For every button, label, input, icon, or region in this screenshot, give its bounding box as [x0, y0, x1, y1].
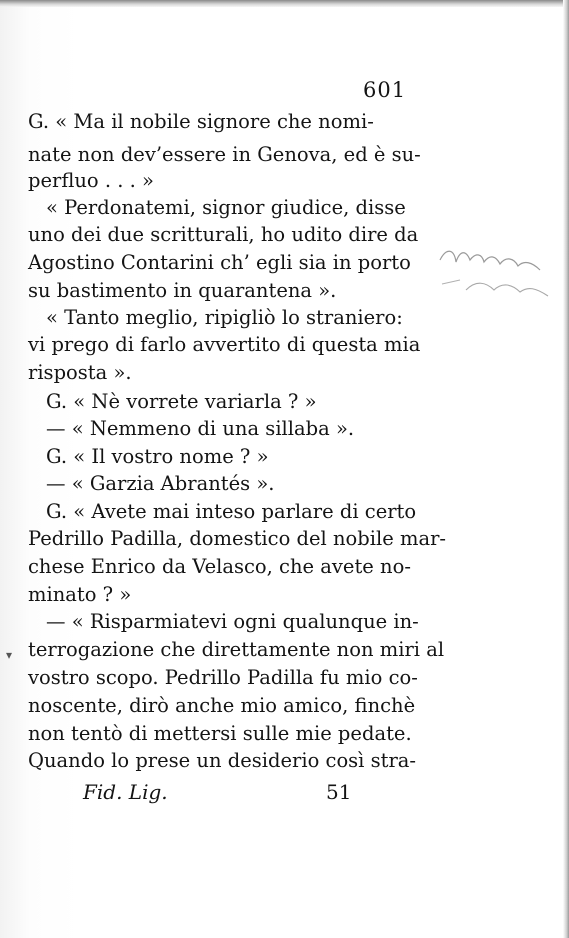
page-right-edge: [563, 0, 569, 938]
text-line: — « Garzia Abrantés ».: [46, 472, 275, 495]
text-line: G. « Il vostro nome ? »: [46, 445, 269, 468]
text-line: vi prego di farlo avvertito di questa mia: [28, 333, 421, 356]
margin-dot: ▾: [6, 648, 13, 662]
signature-number: 51: [326, 780, 352, 804]
text-line: risposta ».: [28, 361, 132, 384]
text-line: non tentò di mettersi sulle mie pedate.: [28, 722, 412, 745]
text-line: perfluo . . . »: [28, 169, 154, 192]
text-line: « Perdonatemi, signor giudice, disse: [46, 196, 406, 219]
text-line: chese Enrico da Velasco, che avete no-: [28, 555, 411, 578]
page-top-edge: [0, 0, 569, 7]
text-line: G. « Ma il nobile signore che nomi-: [28, 110, 374, 133]
text-line: vostro scopo. Pedrillo Padilla fu mio co-: [28, 666, 418, 689]
page-number: 601: [363, 78, 407, 102]
text-line: Quando lo prese un desiderio così stra-: [28, 749, 417, 772]
text-line: uno dei due scritturali, ho udito dire da: [28, 223, 419, 246]
signature-mark: Fid. Lig.: [83, 780, 168, 804]
text-line: — « Nemmeno di una sillaba ».: [46, 417, 355, 440]
text-line: G. « Nè vorrete variarla ? »: [46, 390, 317, 413]
text-line: G. « Avete mai inteso parlare di certo: [46, 500, 417, 523]
text-line: nate non dev’essere in Genova, ed è su-: [28, 143, 421, 166]
text-line: terrogazione che direttamente non miri al: [28, 638, 445, 661]
text-line: minato ? »: [28, 583, 132, 606]
text-line: « Tanto meglio, ripigliò lo straniero:: [46, 306, 403, 329]
text-line: su bastimento in quarantena ».: [28, 279, 337, 302]
pencil-annotation: [436, 240, 556, 310]
text-line: Pedrillo Padilla, domestico del nobile mar-: [28, 527, 446, 550]
text-line: noscente, dirò anche mio amico, finchè: [28, 694, 416, 717]
text-line: — « Risparmiatevi ogni qualunque in-: [46, 610, 419, 633]
text-line: Agostino Contarini ch’ egli sia in porto: [28, 251, 411, 274]
